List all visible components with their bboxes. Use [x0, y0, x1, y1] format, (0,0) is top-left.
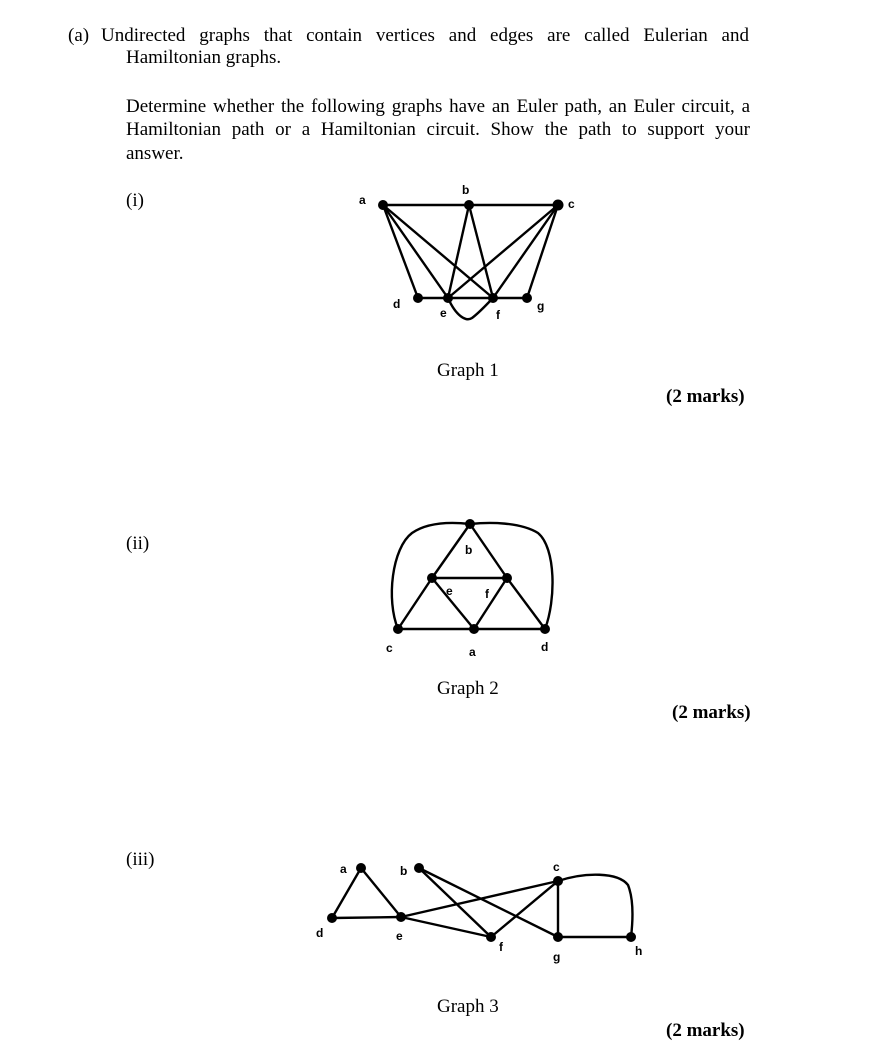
vertex-label-a: a — [340, 862, 347, 876]
vertex-label-h: h — [635, 944, 643, 958]
vertex-label-f: f — [485, 587, 489, 601]
question-label: (a) — [68, 25, 90, 46]
vertex-label-b: b — [465, 543, 473, 557]
graph-3-caption: Graph 3 — [437, 996, 499, 1017]
vertex-a — [356, 863, 366, 873]
vertex-label-c: c — [386, 641, 393, 655]
part-3-label: (iii) — [126, 849, 155, 870]
vertex-h — [626, 932, 636, 942]
vertex-g — [553, 932, 563, 942]
vertex-label-e: e — [396, 929, 403, 943]
vertex-label-d: d — [541, 640, 549, 654]
part-2-label: (ii) — [126, 533, 150, 554]
vertex-c — [553, 876, 563, 886]
task-line-1: Determine whether the following graphs have an Euler path, an Euler circuit, a — [126, 96, 750, 117]
vertex-label-d: d — [316, 926, 324, 940]
vertex-label-g: g — [553, 950, 561, 964]
vertex-label-b: b — [462, 183, 470, 197]
task-line-2: Hamiltonian path or a Hamiltonian circuit. Show the path to support your — [126, 119, 750, 140]
graph-2-caption: Graph 2 — [437, 678, 499, 699]
graph-3-edges — [332, 868, 633, 937]
vertex-label-c: c — [553, 860, 560, 874]
part-1-label: (i) — [126, 190, 144, 211]
vertex-label-a: a — [469, 645, 476, 659]
question-intro-line-1: Undirected graphs that contain vertices and edges are called Eulerian and — [101, 25, 749, 46]
vertex-label-f: f — [496, 308, 500, 322]
vertex-label-e: e — [446, 584, 453, 598]
vertex-label-f: f — [499, 940, 503, 954]
part-1-marks: (2 marks) — [666, 386, 745, 407]
vertex-b — [414, 863, 424, 873]
part-2-marks: (2 marks) — [672, 702, 751, 723]
vertex-e — [396, 912, 406, 922]
part-3-marks: (2 marks) — [666, 1020, 745, 1041]
graph-1-caption: Graph 1 — [437, 360, 499, 381]
vertex-label-g: g — [537, 299, 545, 313]
vertex-label-c: c — [568, 197, 575, 211]
vertex-d — [327, 913, 337, 923]
vertex-label-d: d — [393, 297, 401, 311]
task-line-3: answer. — [126, 143, 184, 164]
question-intro-line-2: Hamiltonian graphs. — [126, 47, 282, 68]
vertex-f — [486, 932, 496, 942]
vertex-label-b: b — [400, 864, 408, 878]
vertex-label-e: e — [440, 306, 447, 320]
vertex-label-a: a — [359, 193, 366, 207]
